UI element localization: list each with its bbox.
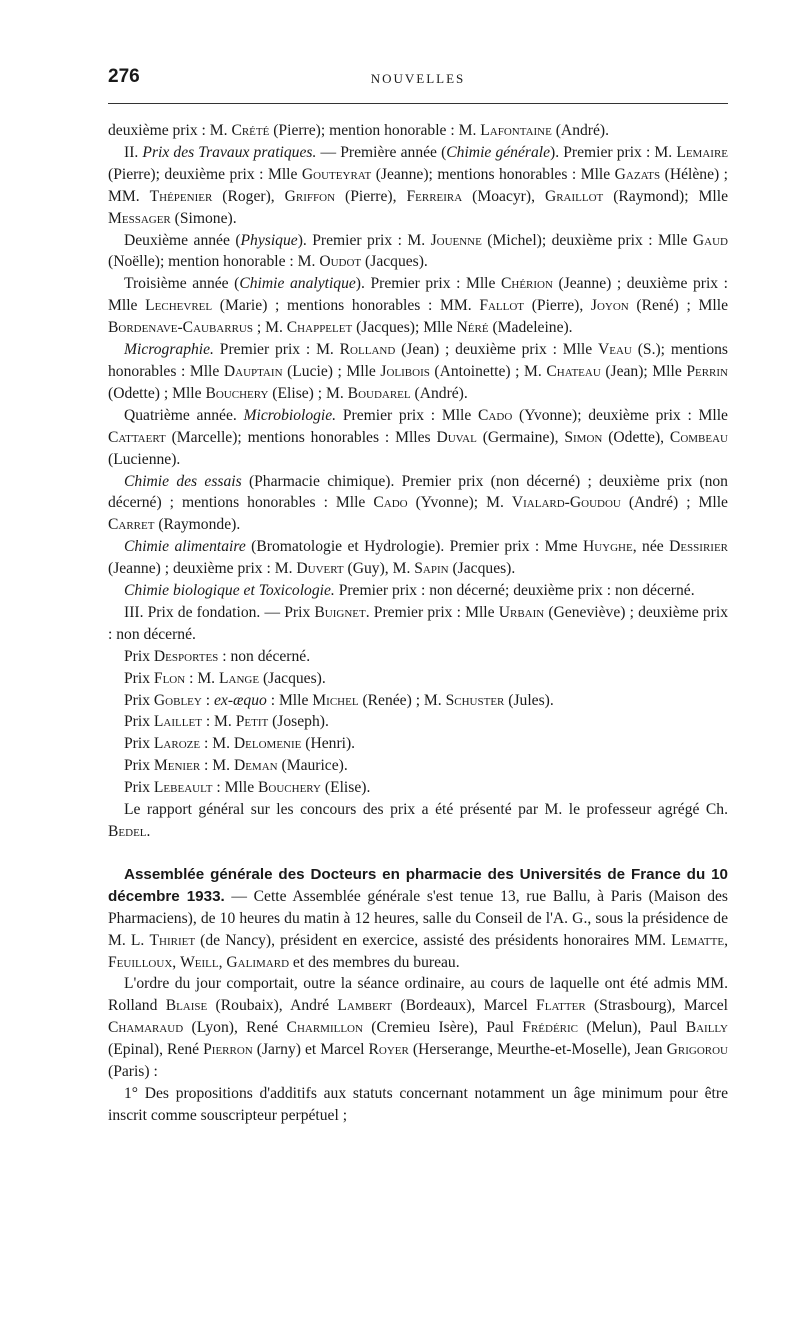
text: (Jarny) et Marcel [252,1041,369,1059]
person-name: Delomenie [233,735,302,753]
italic-text: Prix des Travaux pratiques. [142,143,317,161]
running-head: NOUVELLES [370,71,466,86]
person-name: Petit [235,713,269,731]
text: (Raymond); Mlle [603,187,728,205]
person-name: Duval [436,428,477,446]
text: (Yvonne); deuxième prix : Mlle [512,406,728,424]
person-name: Laroze [153,735,201,753]
text: Le rapport général sur les concours des prix a été présenté par M. le professeur agrégé Ch. [124,801,728,819]
person-name: Messager [108,209,171,227]
prize-line [108,646,728,668]
italic-text: Chimie biologique et Toxicologie. [124,582,335,600]
text: ). Premier prix : M. [297,231,431,249]
person-name: Schuster [445,691,505,709]
text: L'ordre du jour comportait, outre la séance ordinaire, au cours de laquelle ont été admis MM. Rolland [108,975,728,1015]
text: (Renée) ; M. [358,691,446,709]
person-name: Chappelet [286,319,353,337]
text: et des membres du bureau. [289,953,460,971]
person-name: Frédéric [522,1019,578,1037]
person-name: Gobley [153,691,202,709]
person-name: Oudot [319,253,362,271]
text: (René) ; Mlle [628,297,728,315]
text: (Jean); Mlle [600,362,687,380]
person-name: Griffon [284,187,336,205]
person-name: Boudarel [347,384,411,402]
person-name: Ferreira [406,187,463,205]
text: Prix [124,757,154,775]
text: — Cette Assemblée générale s'est tenue 13, rue Ballu, à Paris (Maison des Pharmaciens), de 10 heures du matin à 12 heures, salle du Conseil de l'A. G., sous la présidence de M. L. [108,887,728,949]
person-name: Cado [478,406,513,424]
person-name: Jouenne [430,231,482,249]
person-name: Weill [180,953,219,971]
text: (Odette) ; Mlle [108,384,206,402]
text: : M. [185,669,219,687]
paragraph [108,142,728,230]
person-name: Fallot [479,297,525,315]
person-name: Crété [231,122,270,139]
prize-line [108,711,728,733]
text: (Jacques). [259,669,326,687]
person-name: Pierron [203,1041,253,1059]
paragraph [108,1083,728,1127]
text: : M. [201,713,236,731]
text: Prix [124,735,154,753]
page-number: 276 [108,66,140,87]
person-name: Carret [108,516,155,534]
person-name: Lambert [337,997,393,1015]
person-name: Thépenier [149,187,213,205]
section-paragraph [108,864,728,974]
text: (Herserange, Meurthe-et-Moselle), Jean [408,1041,667,1059]
paragraph [108,471,728,537]
text: : M. [200,735,234,753]
text: (Maurice). [277,757,348,775]
person-name: Cattaert [108,428,166,446]
person-name: Feuilloux [108,953,173,971]
person-name: Charmillon [286,1019,363,1037]
text: (Jacques); Mlle [352,319,457,337]
text: Prix [124,713,154,731]
text: : M. [200,757,234,775]
person-name: Flon [153,669,186,687]
person-name: Duvert [296,560,344,578]
person-name: Grigorou [666,1041,728,1059]
text: (Epinal), René [108,1041,204,1059]
text: (Odette), [602,428,670,446]
text: (Henri). [301,735,356,753]
italic-text: Chimie alimentaire [124,538,246,556]
text: (Lyon), René [183,1019,287,1037]
person-name: Lematte [671,931,725,949]
person-name: Lange [218,669,260,687]
text: (André) ; Mlle [620,494,728,512]
text: (Melun), Paul [578,1019,686,1037]
text: (Raymonde). [154,516,241,534]
person-name: Gouteyrat [301,165,372,183]
text: . [146,823,151,840]
prize-line [108,668,728,690]
text: (Jacques). [448,560,516,578]
prize-line [108,777,728,799]
text: Quatrième année. [124,406,244,424]
person-name: Cado [373,494,408,512]
person-name: Bedel [108,823,147,840]
text: deuxième prix : M. [108,122,232,139]
person-name: Joyon [590,297,629,315]
text: (Strasbourg), Marcel [585,997,728,1015]
text: , [724,931,728,949]
text: (Lucie) ; Mlle [282,362,381,380]
text: ). Premier prix : Mlle [355,275,501,293]
text: (S.); mentions honorables : Mlle [108,341,728,380]
italic-text: Chimie générale [446,143,551,161]
person-name: Blaise [165,997,208,1015]
text: (de Nancy), président en exercice, assisté des présidents honoraires MM. [195,931,672,949]
person-name: Gazats [614,165,661,183]
text: ; M. [252,319,287,337]
text: (Cremieu Isère), Paul [362,1019,523,1037]
person-name: Vialard-Goudou [511,494,621,512]
text: III. Prix de fondation. — Prix [124,603,315,621]
person-name: Néré [456,319,489,337]
text: (Roger), [212,187,285,205]
text: , [218,953,227,971]
person-name: Buignet [314,603,366,621]
person-name: Lebeault [153,779,213,797]
person-name: Michel [312,691,359,709]
text: (Pierre), [335,187,407,205]
text: (Jeanne) ; deuxième prix : M. [108,560,297,578]
person-name: Sapin [414,560,449,578]
text: (Antoinette) ; M. [429,362,547,380]
person-name: Galimard [226,953,290,971]
text: (Germaine), [476,428,565,446]
text: (Jeanne) ; deuxième prix : Mlle [108,275,728,315]
text: (André). [410,384,468,402]
page-header [108,62,728,102]
person-name: Jolibois [380,362,430,380]
text: : Mlle [212,779,259,797]
paragraph [108,536,728,580]
person-name: Chateau [546,362,601,380]
text: Deuxième année ( [124,231,241,249]
person-name: Huyghe [582,538,633,556]
text: (Moacyr), [462,187,545,205]
person-name: Lemaire [676,143,729,161]
text: Premier prix : M. [213,341,340,359]
person-name: Lechevrel [145,297,213,315]
paragraph [108,602,728,646]
person-name: Flatter [536,997,586,1015]
person-name: Combeau [669,428,728,446]
person-name: Bouchery [205,384,269,402]
italic-text: Micrographie. [124,341,214,359]
text: (Elise) ; M. [268,384,348,402]
text: (Elise). [320,779,371,797]
text: : non décerné. [218,647,311,665]
text: (Bordeaux), Marcel [392,997,537,1015]
text: (Simone). [170,209,237,227]
person-name: Menier [153,757,201,775]
text: (Jules). [504,691,554,709]
header-rule [108,103,728,104]
paragraph [108,339,728,405]
italic-text: ex-æquo [213,691,267,709]
paragraph [108,230,728,274]
text: (André). [551,122,609,139]
paragraph [108,405,728,471]
person-name: Dauptain [223,362,283,380]
text: Prix [124,691,154,709]
text: (Lucienne). [108,450,181,468]
text: (Pierre), [524,297,591,315]
prize-line [108,690,728,712]
text: : [201,691,214,709]
person-name: Chérion [500,275,553,293]
text: (Yvonne); M. [407,494,512,512]
text: (Jacques). [361,253,428,271]
person-name: Perrin [686,362,728,380]
italic-text: Microbiologie. [243,406,337,424]
person-name: Lafontaine [480,122,552,139]
text: (Paris) : [108,1063,158,1081]
text: (Geneviève) ; deuxième prix : non décerné. [108,603,728,643]
text: (Pierre); deuxième prix : Mlle [108,165,302,183]
text: Prix [124,647,154,665]
text: (Pharmacie chimique). Premier prix (non décerné) ; deuxième prix (non décerné) ; mentions honorables : Mlle [108,472,728,512]
text: (Jeanne); mentions honorables : Mlle [371,165,615,183]
person-name: Gaud [692,231,728,249]
text: Premier prix : Mlle [336,406,479,424]
section-spacer [108,843,728,864]
text: (Michel); deuxième prix : Mlle [481,231,693,249]
text: Prix [124,779,154,797]
paragraph [108,580,728,602]
italic-text: Chimie analytique [239,275,356,293]
person-name: Chamaraud [108,1019,184,1037]
prize-line [108,733,728,755]
person-name: Royer [368,1041,409,1059]
text: . Premier prix : Mlle [365,603,499,621]
person-name: Laillet [153,713,202,731]
paragraph [108,799,728,843]
text: (Madeleine). [488,319,573,337]
person-name: Bordenave-Caubarrus [108,319,253,337]
text: (Hélène) ; MM. [108,165,728,205]
person-name: Thiriet [149,931,196,949]
italic-text: Chimie des essais [124,472,242,490]
person-name: Urbain [498,603,545,621]
text: ). Premier prix : M. [550,143,677,161]
text: : Mlle [266,691,313,709]
person-name: Rolland [339,341,396,359]
person-name: Deman [233,757,278,775]
text: (Roubaix), André [207,997,338,1015]
text: Prix [124,669,154,687]
person-name: Dessirier [669,538,728,556]
text: Premier prix : non décerné; deuxième prix : non décerné. [334,582,695,600]
person-name: Bouchery [258,779,321,797]
text: 1° Des propositions d'additifs aux statuts concernant notamment un âge minimum pour être inscrit comme souscripteur perpétuel ; [108,1084,728,1124]
text: (Marcelle); mentions honorables : Mlles [165,428,437,446]
text: (Guy), M. [343,560,415,578]
paragraph [108,273,728,339]
italic-text: Physique [240,231,298,249]
text: (Pierre); mention honorable : M. [269,122,481,139]
person-name: Veau [598,341,632,359]
person-name: Bailly [685,1019,728,1037]
text: — Première année ( [316,143,447,161]
text: II. [124,143,143,161]
text: (Marie) ; mentions honorables : MM. [212,297,480,315]
text: Troisième année ( [124,275,240,293]
prize-line [108,755,728,777]
text: , née [632,538,670,556]
section-title: Assemblée générale des Docteurs en pharmacie des Universités de France du 10 décembre 1933. [108,865,728,905]
article-body [108,120,728,1127]
person-name: Graillot [544,187,604,205]
person-name: Desportes [153,647,219,665]
person-name: Simon [564,428,603,446]
text: (Jean) ; deuxième prix : Mlle [395,341,598,359]
text: , [172,953,181,971]
text: (Joseph). [268,713,329,731]
paragraph [108,120,728,142]
paragraph [108,973,728,1083]
text: (Bromatologie et Hydrologie). Premier prix : Mme [245,538,583,556]
text: (Noëlle); mention honorable : M. [108,253,320,271]
